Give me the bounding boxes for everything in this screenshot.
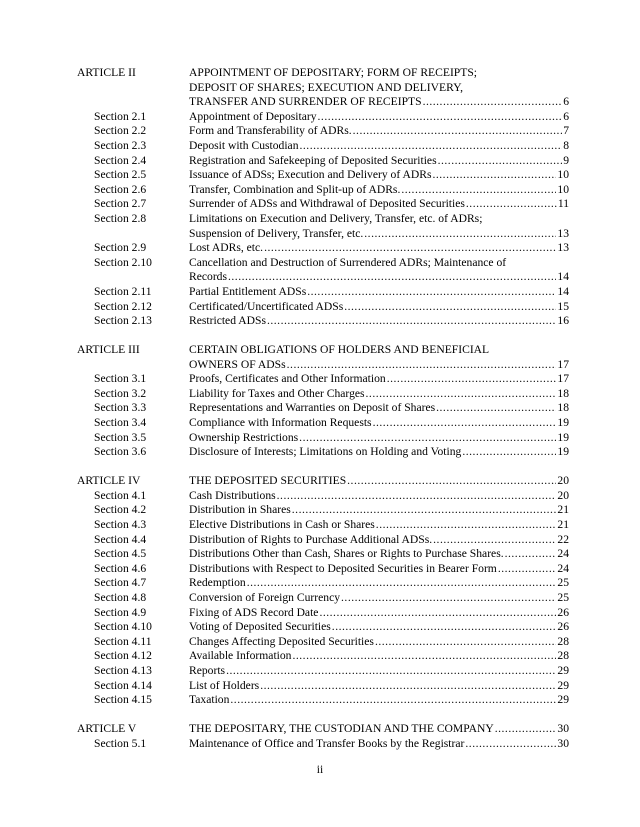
dot-leader [353, 124, 563, 139]
section-page: 8 [563, 138, 569, 152]
section-page: 10 [557, 168, 569, 182]
section-title: Representations and Warranties on Deposit of Shares [189, 401, 436, 415]
section-label: Section 2.11 [94, 284, 152, 298]
toc-section-line [0, 533, 640, 548]
section-entry [189, 227, 569, 242]
toc-section-line [0, 445, 640, 460]
section-page: 29 [557, 663, 569, 677]
dot-leader [277, 489, 557, 504]
section-entry [189, 124, 569, 139]
section-page: 17 [557, 372, 569, 386]
section-page: 22 [557, 532, 569, 546]
article-label: ARTICLE III [77, 343, 140, 357]
section-entry [189, 547, 569, 562]
dot-leader [438, 154, 563, 169]
section-label: Section 2.8 [94, 211, 147, 225]
section-entry [189, 503, 569, 518]
section-title: Distributions with Respect to Deposited Securities in Bearer Form [189, 561, 497, 575]
section-page: 21 [557, 503, 569, 517]
section-title: Deposit with Custodian [189, 138, 299, 152]
toc-section-line [0, 591, 640, 606]
toc-section-line [0, 110, 640, 125]
section-entry [189, 270, 569, 285]
toc-section-line [0, 241, 640, 256]
toc-section-line [0, 197, 640, 212]
section-page: 16 [557, 314, 569, 328]
toc-section-line [0, 606, 640, 621]
section-entry [189, 591, 569, 606]
section-label: Section 4.2 [94, 503, 147, 517]
section-page: 19 [557, 416, 569, 430]
section-title: Cash Distributions [189, 488, 276, 502]
toc-section-line [0, 649, 640, 664]
toc-section-line [0, 227, 640, 242]
article-entry [189, 474, 569, 489]
dot-leader [436, 401, 556, 416]
section-title: Suspension of Delivery, Transfer, etc. [189, 226, 364, 240]
section-page: 9 [563, 153, 569, 167]
section-label: Section 4.10 [94, 620, 152, 634]
section-page: 11 [557, 197, 569, 211]
dot-leader [300, 139, 563, 154]
toc-section-line [0, 256, 640, 271]
section-label: Section 4.8 [94, 590, 147, 604]
dot-leader [228, 270, 556, 285]
section-page: 13 [557, 226, 569, 240]
section-page: 19 [557, 445, 569, 459]
article-title: THE DEPOSITARY, THE CUSTODIAN AND THE COMPANY [189, 722, 494, 736]
section-title: Redemption [189, 576, 246, 590]
section-page: 21 [557, 518, 569, 531]
section-title-line: Cancellation and Destruction of Surrendered ADRs; Maintenance of [189, 255, 507, 269]
dot-leader [287, 358, 557, 373]
section-label: Section 4.9 [94, 605, 147, 619]
article-title: THE DEPOSITED SECURITIES [189, 474, 347, 488]
article-page: 30 [557, 722, 569, 736]
table-of-contents [0, 66, 640, 751]
dot-leader [292, 649, 556, 664]
dot-leader [462, 445, 556, 460]
toc-section-line [0, 372, 640, 387]
section-label: Section 4.3 [94, 518, 147, 531]
section-entry [189, 110, 569, 125]
section-title: Surrender of ADSs and Withdrawal of Deposited Securities [189, 197, 465, 211]
section-title: Distribution in Shares [189, 503, 291, 517]
toc-line [0, 474, 640, 489]
section-label: Section 3.5 [94, 430, 147, 444]
section-label: Section 2.7 [94, 197, 147, 211]
toc-section-line [0, 576, 640, 591]
toc-section-line [0, 635, 640, 650]
section-title: Registration and Safekeeping of Deposited Securities [189, 153, 437, 167]
section-label: Section 3.4 [94, 416, 147, 430]
section-label: Section 4.14 [94, 678, 152, 692]
article-title: OWNERS OF ADSs [189, 357, 286, 371]
section-label: Section 3.6 [94, 445, 147, 459]
section-page: 15 [557, 299, 569, 313]
section-label: Section 4.4 [94, 532, 147, 546]
section-title: Available Information [189, 649, 292, 663]
toc-section-line [0, 416, 640, 431]
dot-leader [432, 168, 556, 183]
toc-section-line [0, 270, 640, 285]
section-label: Section 2.6 [94, 182, 147, 196]
section-title: Conversion of Foreign Currency [189, 590, 341, 604]
section-entry [189, 285, 569, 300]
dot-leader [401, 183, 556, 198]
section-page: 25 [557, 590, 569, 604]
section-entry [189, 139, 569, 154]
article-label: ARTICLE V [77, 722, 137, 736]
toc-section-line [0, 285, 640, 300]
section-entry [189, 314, 569, 329]
section-page: 29 [557, 678, 569, 692]
article-title: TRANSFER AND SURRENDER OF RECEIPTS [189, 95, 422, 109]
section-entry [189, 518, 569, 533]
toc-section-line [0, 693, 640, 708]
dot-leader [375, 635, 556, 650]
section-label: Section 2.1 [94, 109, 147, 123]
section-entry [189, 664, 569, 679]
section-page: 29 [557, 693, 569, 707]
section-title: List of Holders [189, 678, 260, 692]
section-page: 28 [557, 649, 569, 663]
section-title: Changes Affecting Deposited Securities [189, 634, 374, 648]
section-title: Taxation [189, 693, 230, 707]
toc-section-line [0, 518, 640, 533]
section-label: Section 4.1 [94, 488, 147, 502]
toc-section-line [0, 124, 640, 139]
section-title: Fixing of ADS Record Date [189, 605, 319, 619]
article-page: 20 [557, 474, 569, 488]
page-number: ii [316, 763, 324, 776]
dot-leader [505, 547, 557, 562]
section-title: Reports [189, 663, 226, 677]
section-entry [189, 576, 569, 591]
section-page: 18 [557, 401, 569, 415]
section-page: 26 [557, 605, 569, 619]
toc-article [0, 474, 640, 708]
section-entry [189, 154, 569, 169]
toc-section-line [0, 562, 640, 577]
section-title: Liability for Taxes and Other Charges [189, 386, 365, 400]
dot-leader [423, 95, 563, 110]
dot-leader [292, 503, 557, 518]
dot-leader [264, 241, 556, 256]
toc-section-line [0, 737, 640, 752]
section-entry [189, 489, 569, 504]
dot-leader [260, 679, 556, 694]
section-label: Section 2.10 [94, 255, 152, 269]
section-label: Section 3.2 [94, 386, 147, 400]
toc-section-line [0, 503, 640, 518]
toc-line [0, 81, 640, 96]
section-label: Section 2.2 [94, 124, 147, 138]
article-label: ARTICLE II [77, 66, 136, 79]
section-entry [189, 737, 569, 752]
toc-line [0, 722, 640, 737]
dot-leader [267, 314, 556, 329]
dot-leader [373, 416, 557, 431]
section-entry [189, 431, 569, 446]
article-entry [189, 358, 569, 373]
section-label: Section 4.6 [94, 561, 147, 575]
section-label: Section 2.9 [94, 241, 147, 255]
section-title: Appointment of Depositary [189, 109, 317, 123]
section-label: Section 3.3 [94, 401, 147, 415]
section-page: 14 [557, 284, 569, 298]
section-entry [189, 679, 569, 694]
section-title: Maintenance of Office and Transfer Books by the Registrar [189, 736, 465, 750]
dot-leader [307, 285, 556, 300]
section-page: 18 [557, 386, 569, 400]
section-entry [189, 635, 569, 650]
section-entry [189, 168, 569, 183]
section-title: Compliance with Information Requests [189, 416, 372, 430]
section-title-line: Limitations on Execution and Delivery, Transfer, etc. of ADRs; [189, 211, 483, 225]
section-entry [189, 416, 569, 431]
section-page: 24 [557, 561, 569, 575]
section-label: Section 4.11 [94, 634, 152, 648]
toc-section-line [0, 300, 640, 315]
section-title: Records [189, 270, 227, 284]
section-title: Restricted ADSs [189, 314, 266, 328]
toc-section-line [0, 314, 640, 329]
section-title: Voting of Deposited Securities [189, 620, 331, 634]
section-page: 30 [557, 736, 569, 750]
section-entry [189, 241, 569, 256]
section-label: Section 4.12 [94, 649, 152, 663]
section-page: 25 [557, 576, 569, 590]
toc-section-line [0, 212, 640, 227]
section-title: Issuance of ADSs; Execution and Delivery of ADRs [189, 168, 432, 182]
section-label: Section 4.5 [94, 547, 147, 561]
section-page: 7 [563, 124, 569, 138]
dot-leader [495, 722, 557, 737]
section-title: Transfer, Combination and Split-up of ADRs. [189, 182, 401, 196]
section-title: Certificated/Uncertificated ADSs [189, 299, 344, 313]
toc-section-line [0, 431, 640, 446]
dot-leader [230, 693, 556, 708]
dot-leader [318, 110, 563, 125]
section-entry [189, 183, 569, 198]
dot-leader [347, 474, 556, 489]
section-entry [189, 533, 569, 548]
toc-article [0, 722, 640, 751]
toc-section-line [0, 154, 640, 169]
article-page: 17 [557, 357, 569, 371]
section-page: 26 [557, 620, 569, 634]
dot-leader [387, 372, 557, 387]
section-label: Section 2.4 [94, 153, 147, 167]
section-title: Disclosure of Interests; Limitations on Holding and Voting [189, 445, 462, 459]
toc-section-line [0, 489, 640, 504]
dot-leader [466, 197, 557, 212]
article-entry [189, 722, 569, 737]
section-entry [189, 445, 569, 460]
dot-leader [226, 664, 556, 679]
dot-leader [433, 533, 556, 548]
section-entry [189, 649, 569, 664]
section-title: Ownership Restrictions [189, 430, 299, 444]
section-page: 6 [563, 109, 569, 123]
toc-section-line [0, 139, 640, 154]
section-page: 20 [557, 488, 569, 502]
section-title: Lost ADRs, etc. [189, 241, 264, 255]
dot-leader [364, 227, 556, 242]
article-label: ARTICLE IV [77, 474, 141, 488]
section-page: 24 [557, 547, 569, 561]
section-label: Section 2.3 [94, 138, 147, 152]
dot-leader [319, 606, 556, 621]
article-title-line: DEPOSIT OF SHARES; EXECUTION AND DELIVERY, [189, 80, 463, 94]
section-entry [189, 606, 569, 621]
section-label: Section 2.12 [94, 299, 152, 313]
toc-section-line [0, 620, 640, 635]
section-entry [189, 372, 569, 387]
section-label: Section 4.15 [94, 693, 152, 707]
section-label: Section 2.5 [94, 168, 147, 182]
section-entry [189, 693, 569, 708]
dot-leader [247, 576, 557, 591]
section-page: 13 [557, 241, 569, 255]
section-page: 19 [557, 430, 569, 444]
section-title: Distributions Other than Cash, Shares or Rights to Purchase Shares. [189, 547, 504, 561]
section-page: 10 [557, 182, 569, 196]
section-entry [189, 562, 569, 577]
dot-leader [341, 591, 556, 606]
toc-section-line [0, 679, 640, 694]
section-label: Section 3.1 [94, 372, 147, 386]
dot-leader [376, 518, 557, 533]
toc-article [0, 343, 640, 460]
section-entry [189, 620, 569, 635]
section-label: Section 4.7 [94, 576, 147, 590]
section-label: Section 4.13 [94, 663, 152, 677]
toc-section-line [0, 387, 640, 402]
section-entry [189, 401, 569, 416]
dot-leader [465, 737, 556, 752]
toc-section-line [0, 401, 640, 416]
toc-section-line [0, 664, 640, 679]
toc-line [0, 343, 640, 358]
dot-leader [498, 562, 557, 577]
section-entry [189, 300, 569, 315]
section-title: Distribution of Rights to Purchase Additional ADSs. [189, 532, 433, 546]
section-title: Form and Transferability of ADRs. [189, 124, 352, 138]
section-title: Proofs, Certificates and Other Information [189, 372, 386, 386]
toc-line [0, 95, 640, 110]
toc-section-line [0, 547, 640, 562]
dot-leader [332, 620, 557, 635]
dot-leader [299, 431, 556, 446]
article-entry [189, 95, 569, 110]
article-title-line: APPOINTMENT OF DEPOSITARY; FORM OF RECEIPTS; [189, 66, 478, 79]
article-title-line: CERTAIN OBLIGATIONS OF HOLDERS AND BENEFICIAL [189, 343, 490, 357]
dot-leader [366, 387, 557, 402]
section-entry [189, 387, 569, 402]
dot-leader [344, 300, 556, 315]
toc-section-line [0, 183, 640, 198]
toc-article [0, 66, 640, 329]
toc-section-line [0, 168, 640, 183]
article-page: 6 [563, 95, 569, 109]
section-title: Elective Distributions in Cash or Shares [189, 518, 375, 531]
toc-line [0, 358, 640, 373]
section-label: Section 2.13 [94, 314, 152, 328]
section-page: 14 [557, 270, 569, 284]
section-title: Partial Entitlement ADSs [189, 284, 307, 298]
section-page: 28 [557, 634, 569, 648]
section-label: Section 5.1 [94, 736, 147, 750]
toc-line [0, 66, 640, 81]
section-entry [189, 197, 569, 212]
